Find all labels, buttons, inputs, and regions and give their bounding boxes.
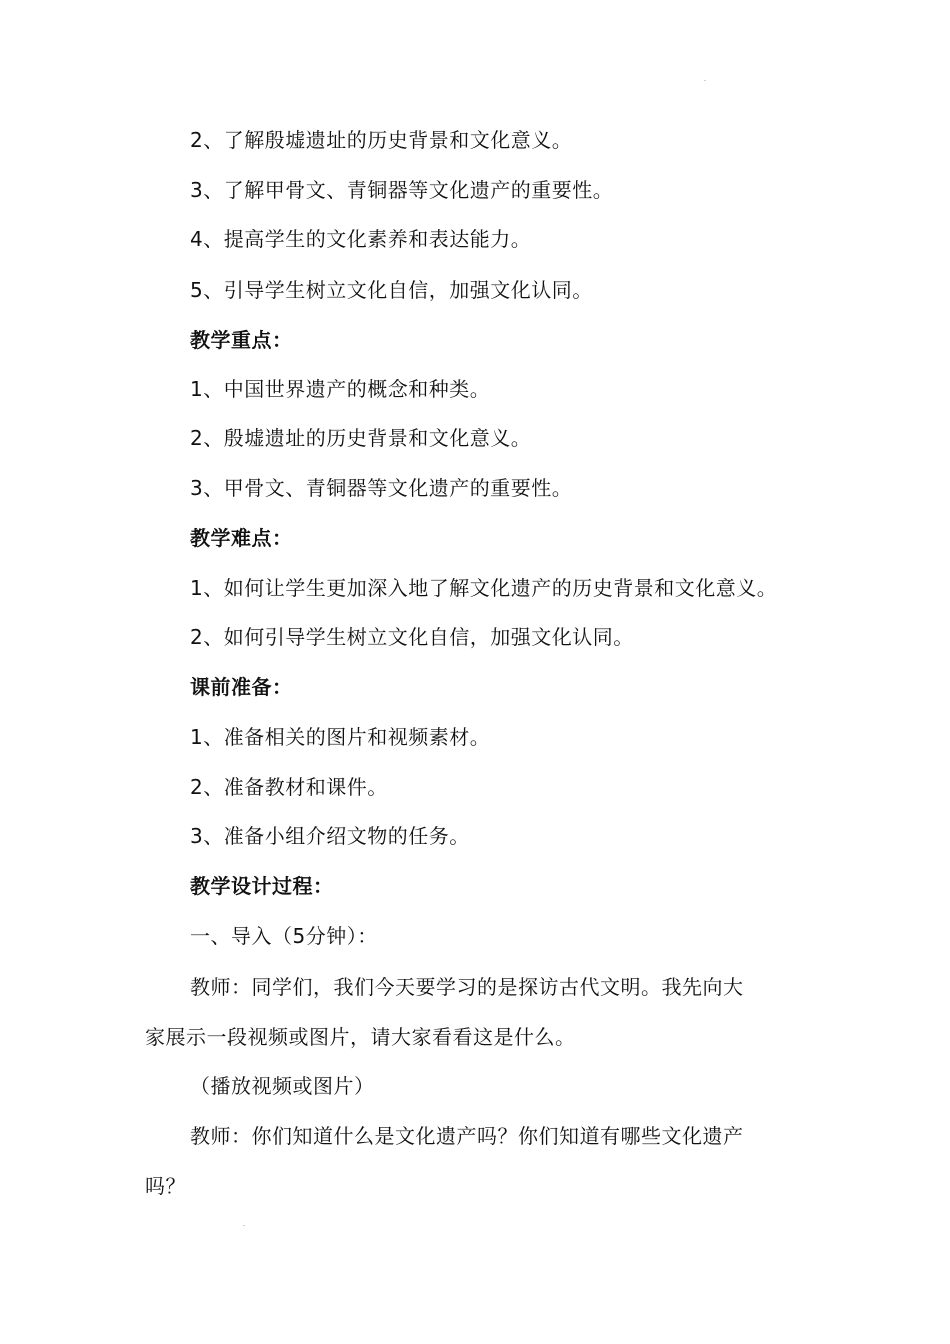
page-marker-dot-bottom — [243, 1225, 245, 1226]
section-intro-title: 一、导入（5分钟）： — [190, 924, 378, 948]
heading-difficulties: 教学难点： — [190, 526, 293, 550]
objective-item-4: 4、提高学生的文化素养和表达能力。 — [190, 227, 532, 251]
key-point-item-1: 1、中国世界遗产的概念和种类。 — [190, 377, 491, 401]
teacher-paragraph-1-continued: 家展示一段视频或图片，请大家看看这是什么。 — [145, 1025, 576, 1049]
page-marker-dot — [704, 80, 706, 81]
heading-design-process: 教学设计过程： — [190, 874, 334, 898]
teacher-paragraph-1: 教师：同学们，我们今天要学习的是探访古代文明。我先向大 — [190, 975, 744, 999]
play-media-note: （播放视频或图片） — [190, 1074, 375, 1098]
preparation-item-3: 3、准备小组介绍文物的任务。 — [190, 824, 470, 848]
objective-item-3: 3、了解甲骨文、青铜器等文化遗产的重要性。 — [190, 178, 614, 202]
key-point-item-2: 2、殷墟遗址的历史背景和文化意义。 — [190, 426, 532, 450]
preparation-item-2: 2、准备教材和课件。 — [190, 775, 388, 799]
objective-item-2: 2、了解殷墟遗址的历史背景和文化意义。 — [190, 128, 573, 152]
heading-preparation: 课前准备： — [190, 675, 293, 699]
difficulty-item-2: 2、如何引导学生树立文化自信，加强文化认同。 — [190, 625, 634, 649]
key-point-item-3: 3、甲骨文、青铜器等文化遗产的重要性。 — [190, 476, 573, 500]
difficulty-item-1: 1、如何让学生更加深入地了解文化遗产的历史背景和文化意义。 — [190, 576, 778, 600]
heading-key-points: 教学重点： — [190, 328, 293, 352]
teacher-paragraph-2: 教师：你们知道什么是文化遗产吗？你们知道有哪些文化遗产 — [190, 1124, 744, 1148]
preparation-item-1: 1、准备相关的图片和视频素材。 — [190, 725, 491, 749]
objective-item-5: 5、引导学生树立文化自信，加强文化认同。 — [190, 278, 593, 302]
teacher-paragraph-2-continued: 吗？ — [145, 1174, 186, 1198]
